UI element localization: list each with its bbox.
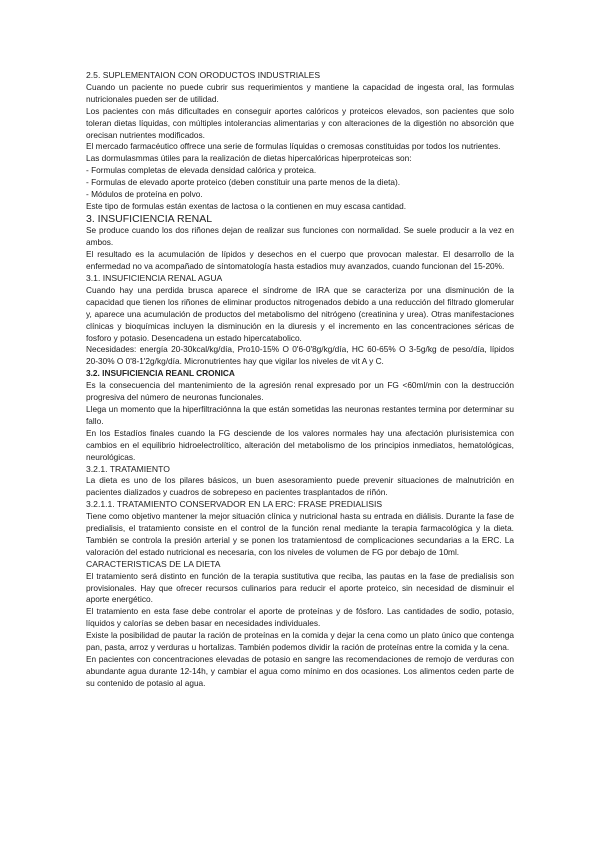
paragraph: El mercado farmacéutico offrece una serie de formulas líquidas o cremosas constituidas por todos los nutrientes. [86,141,501,152]
section-3-2-1-1-heading: 3.2.1.1. TRATAMIENTO CONSERVADOR EN LA ERC: FRASE PREDIALISIS [86,499,383,510]
section-3-2-heading: 3.2. INSUFICIENCIA REANL CRONICA [86,368,235,379]
section-3-heading: 3. INSUFICIENCIA RENAL [86,212,213,225]
paragraph: El tratamiento en esta fase debe controlar el aporte de proteínas y de fósforo. Las cantidades de sodio, potasio, líquidos y calorías se deben basar en necesidades individuales. [86,606,514,629]
section-3-1-heading: 3.1. INSUFICIENCIA RENAL AGUA [86,273,223,283]
paragraph: Los pacientes con más dificultades en conseguir aportes calóricos y proteicos elevados, son pacientes que solo toleran dietas líquidas, con múltiples intolerancias alimentarias y con alteraciones de la digestión no absorción que orecisan nutrientes modificados. [86,105,514,140]
list-item: - Módulos de proteína en polvo. [86,189,203,200]
paragraph: Necesidades: energía 20-30kcal/kg/día, Pro10-15% O 0'6-0'8g/kg/día, HC 60-65% O 3-5g/kg de peso/día, lípidos 20-30% O 0'8-1'2g/kg/día. Micronutrientes hay que vigilar los niveles de vit A y C. [86,344,514,367]
section-3-2-1-heading: 3.2.1. TRATAMIENTO [86,463,170,474]
paragraph: Las dormulasmmas útiles para la realización de dietas hipercalóricas hiperproteicas son: [86,153,412,164]
paragraph: Es la consecuencia del mantenimiento de la agresión renal expresado por un FG <60ml/min con la destrucción progresiva del número de neuronas funcionales. [86,380,514,403]
paragraph: El tratamiento será distinto en función de la terapia sustitutiva que reciba, las pautas en la fase de predialisis son provisionales. Hay que ofrecer recursos culinarios para reducir el aporte proteico, sin necesidad de disminuir el aporte energético. [86,570,514,605]
paragraph: En los Estadíos finales cuando la FG desciende de los valores normales hay una afectación plurisistemica con cambios en el equilibrio hidroelectrolítico, alteración del metabolismo de los principios inmediatos, hematológicas, neurológicas. [86,427,514,462]
paragraph: Este tipo de formulas están exentas de lactosa o la contienen en muy escasa cantidad. [86,200,407,211]
paragraph: Se produce cuando los dos riñones dejan de realizar sus funciones con normalidad. Se suele producir a la vez en ambos. [86,225,514,248]
paragraph: La dieta es uno de los pilares básicos, un buen asesoramiento puede prevenir situaciones de malnutrición en pacientes dializados y cuadros de sobrepeso en pacientes trasplantados de riñón. [86,475,514,498]
paragraph: El resultado es la acumulación de lípidos y desechos en el cuerpo que provocan malestar. El desarrollo de la enfermedad no va acompañado de síntomatología hasta estadios muy avanzados, cuando funcionan del 15-20%. [86,249,514,272]
list-item: - Formulas de elevado aporte proteico (deben constituir una parte menos de la dieta). [86,177,401,188]
document-page [86,70,514,690]
paragraph: En pacientes con concentraciones elevadas de potasio en sangre las recomendaciones de remojo de verduras con abundante agua durante 12-14h, y cambiar el agua como mínimo en dos ocasiones. Los alimentos ceden parte de su contenido de potasio al agua. [86,654,514,688]
diet-characteristics-heading: CARACTERISTICAS DE LA DIETA [86,558,221,569]
paragraph: Cuando un paciente no puede cubrir sus requerimientos y mantiene la capacidad de ingesta oral, las formulas nutricionales pueden ser de utilidad. [86,81,514,104]
list-item: - Formulas completas de elevada densidad calórica y proteica. [86,165,317,176]
section-2-5-heading: 2.5. SUPLEMENTAION CON ORODUCTOS INDUSTRIALES [86,70,321,80]
paragraph: Cuando hay una perdida brusca aparece el síndrome de IRA que se caracteriza por una disminución de la capacidad que tienen los riñones de eliminar productos nitrogenados debido a una reducción del filtrado glomerular y, aparece una acumulación de productos del metabolismo del nitrógeno (creatinina y urea). Otras manifestaciones clínicas y bioquímicas incluyen la disminución en la diuresis y el incremento en las concentraciones séricas de fosforo y potasio. Desencadena un estado hipercatabolico. [86,284,514,343]
paragraph: Tiene como objetivo mantener la mejor situación clínica y nutricional hasta su entrada en diálisis. Durante la fase de predialisis, el tratamiento consiste en el control de la función renal mediante la terapia farmacológica y la dieta. También se controla la presión arterial y se ponen los tratamientosd de complicaciones secundarias a la ERC. La valoración del estado nutricional es necesaria, con los niveles de volumen de FG por debajo de 10ml. [86,511,514,557]
paragraph: Existe la posibilidad de pautar la ración de proteínas en la comida y dejar la cena como un plato único que contenga pan, pasta, arroz y verduras u hortalizas. También podemos dividir la ración de proteínas entre la comida y la cena. [86,630,514,653]
paragraph: Llega un momento que la hiperfiltraciónna la que están sometidas las neuronas restantes termina por determinar su fallo. [86,403,514,426]
